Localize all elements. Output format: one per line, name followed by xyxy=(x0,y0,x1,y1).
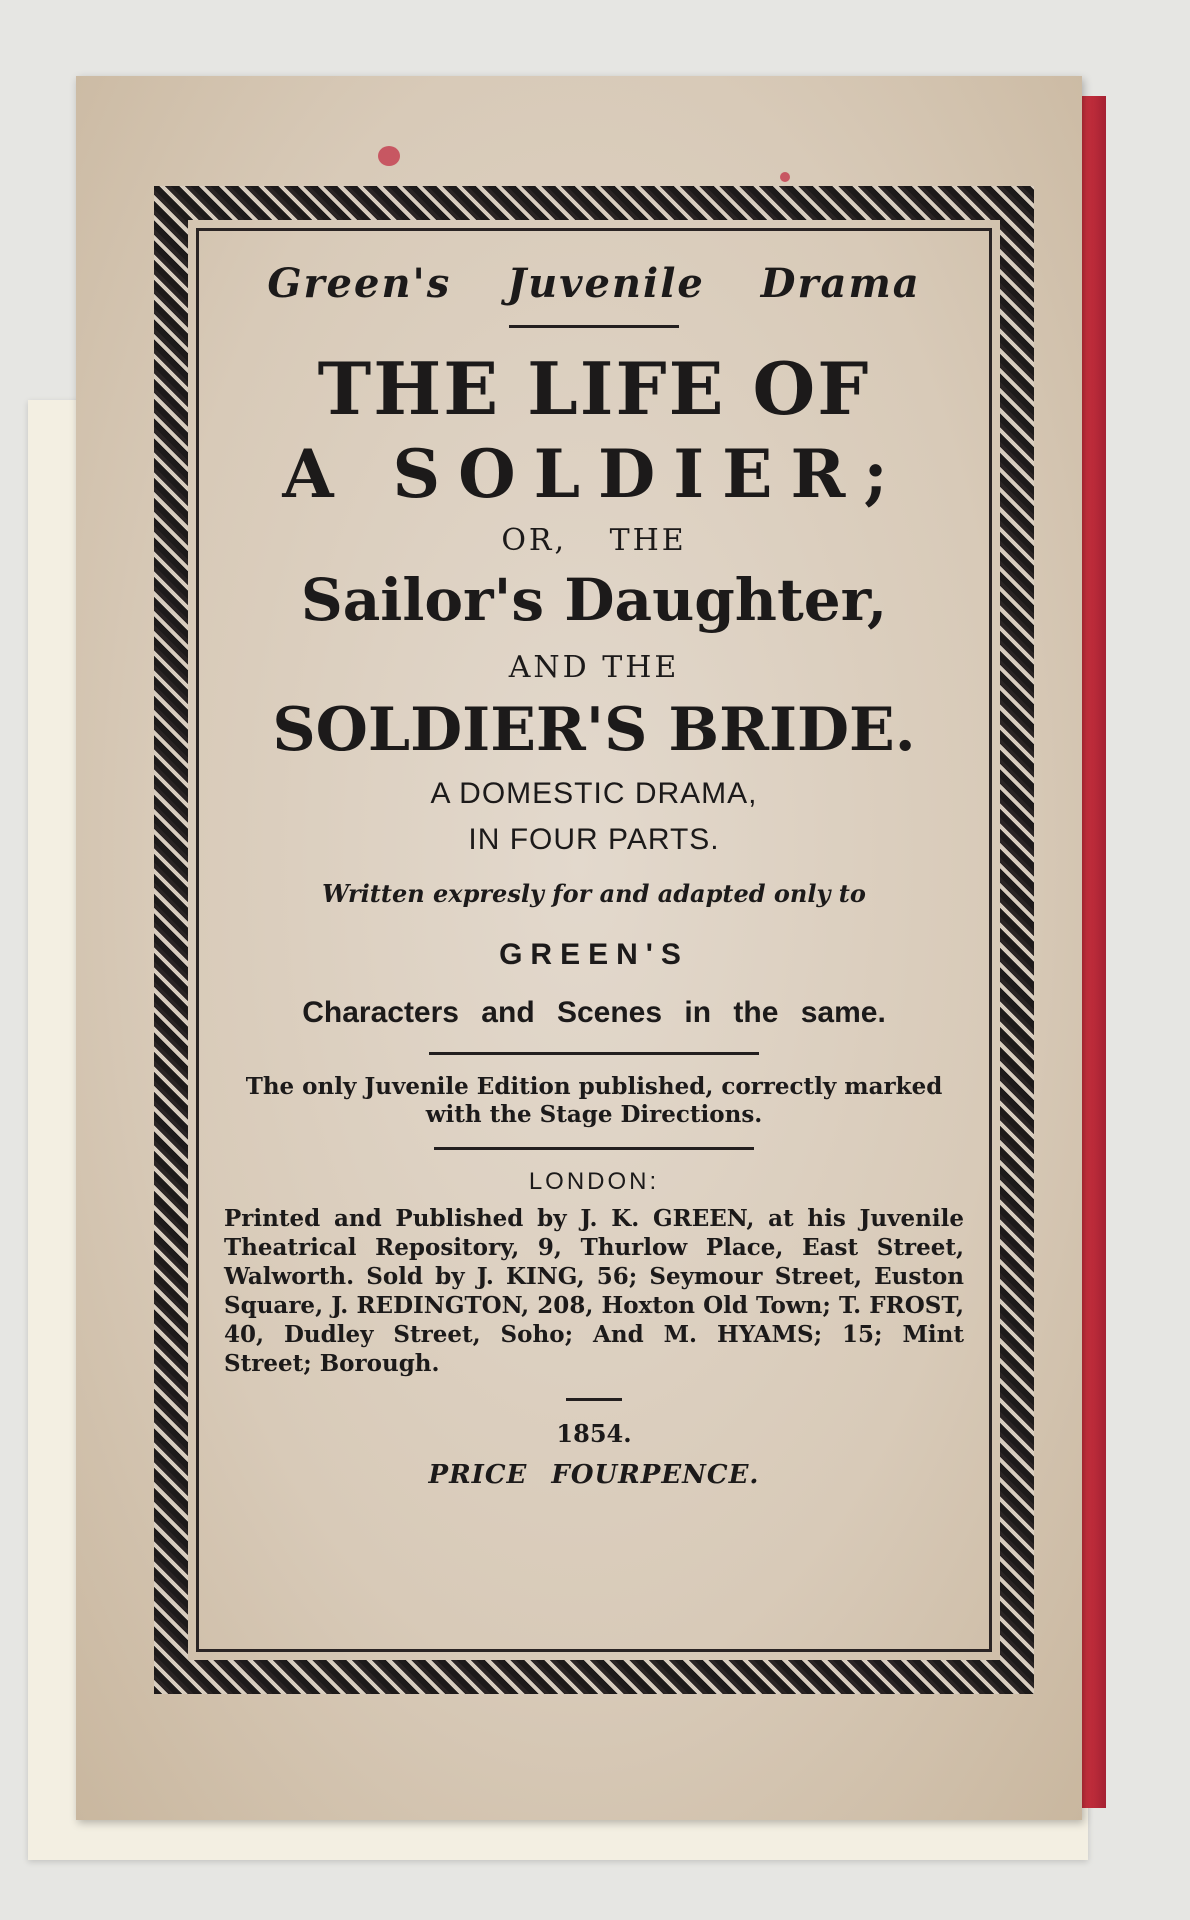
subtitle-parts: IN FOUR PARTS. xyxy=(468,823,720,856)
title-line-2: A SOLDIER; xyxy=(282,435,906,513)
ink-stain xyxy=(780,172,790,182)
title-page-text xyxy=(200,260,988,1490)
divider xyxy=(566,1398,622,1401)
subtitle-genre: A DOMESTIC DRAMA, xyxy=(430,777,758,810)
edition-note: The only Juvenile Edition published, correctly marked with the Stage Directions. xyxy=(245,1073,943,1128)
title-line-1: THE LIFE OF xyxy=(317,346,871,431)
title-line-4: SOLDIER'S BRIDE. xyxy=(272,695,916,765)
publication-year: 1854. xyxy=(556,1419,632,1448)
printer-imprint: Printed and Published by J. K. GREEN, at his Juvenile Theatrical Repository, 9, Thurlow Place, East Street, Walworth. Sold by J. KING, 56; Seymour Street, Euston Square, J. REDINGTON, 208, Hoxton Old Town; T. FROST, 40, Dudley Street, Soho; And M. HYAMS; 15; Mint Street; Borough. xyxy=(224,1205,964,1377)
or-the: OR, THE xyxy=(501,523,687,558)
price: PRICE FOURPENCE. xyxy=(428,1460,760,1490)
series-heading: Green's Juvenile Drama xyxy=(267,260,921,307)
title-line-3: Sailor's Daughter, xyxy=(300,566,888,634)
place-of-publication: LONDON: xyxy=(528,1168,660,1195)
and-the: AND THE xyxy=(508,650,680,685)
characters-line: Characters and Scenes in the same. xyxy=(302,996,886,1029)
greens-heading: GREEN'S xyxy=(499,938,689,971)
written-for-line: Written expresly for and adapted only to xyxy=(322,879,866,908)
divider xyxy=(434,1147,754,1150)
divider xyxy=(509,325,679,328)
divider xyxy=(429,1052,759,1055)
ink-stain xyxy=(378,146,400,166)
